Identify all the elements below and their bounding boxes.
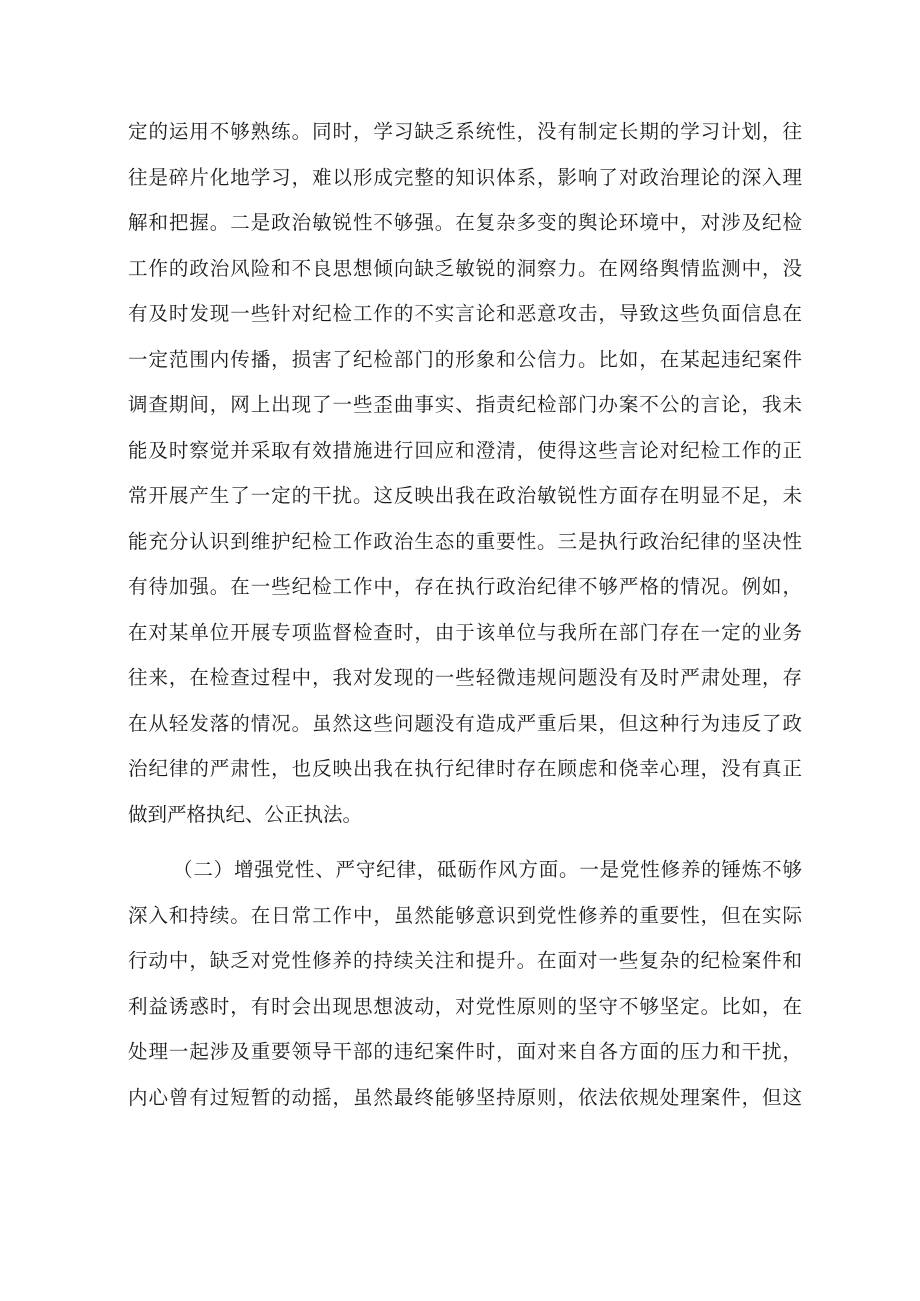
text-line: 利益诱惑时，有时会出现思想波动，对党性原则的坚守不够坚定。比如，在 [128, 994, 802, 1018]
text-line: 解和把握。二是政治敏锐性不够强。在复杂多变的舆论环境中，对涉及纪检 [128, 211, 802, 234]
text-line: 一定范围内传播，损害了纪检部门的形象和公信力。比如，在某起违纪案件 [128, 347, 802, 371]
text-line: 能充分认识到维护纪检工作政治生态的重要性。三是执行政治纪律的坚决性 [128, 529, 802, 553]
text-line: 治纪律的严肃性，也反映出我在执行纪律时存在顾虑和侥幸心理，没有真正 [128, 757, 802, 780]
text-line: 在从轻发落的情况。虽然这些问题没有造成严重后果，但这种行为违反了政 [128, 711, 802, 735]
text-line: 行动中，缺乏对党性修养的持续关注和提升。在面对一些复杂的纪检案件和 [128, 949, 802, 972]
paragraph-2 [0, 847, 920, 1120]
text-line: 在对某单位开展专项监督检查时，由于该单位与我所在部门存在一定的业务 [128, 620, 802, 644]
text-line: 做到严格执纪、公正执法。 [128, 802, 363, 826]
text-line: 常开展产生了一定的干扰。这反映出我在政治敏锐性方面存在明显不足，未 [128, 484, 802, 507]
text-line: （二）增强党性、严守纪律，砥砺作风方面。一是党性修养的锤炼不够 [173, 858, 802, 881]
text-line: 往是碎片化地学习，难以形成完整的知识体系，影响了对政治理论的深入理 [128, 165, 802, 189]
text-line: 能及时察觉并采取有效措施进行回应和澄清，使得这些言论对纪检工作的正 [128, 438, 802, 462]
paragraph-spacing [0, 837, 920, 847]
text-line: 往来，在检查过程中，我对发现的一些轻微违规问题没有及时严肃处理，存 [128, 666, 802, 689]
text-line: 定的运用不够熟练。同时，学习缺乏系统性，没有制定长期的学习计划，往 [128, 120, 802, 143]
paragraph-1 [0, 109, 920, 837]
text-line: 处理一起涉及重要领导干部的违纪案件时，面对来自各方面的压力和干扰， [128, 1040, 802, 1063]
text-line: 调查期间，网上出现了一些歪曲事实、指责纪检部门办案不公的言论，我未 [128, 393, 802, 416]
text-line: 工作的政治风险和不良思想倾向缺乏敏锐的洞察力。在网络舆情监测中，没 [128, 256, 802, 280]
text-line: 深入和持续。在日常工作中，虽然能够意识到党性修养的重要性，但在实际 [128, 903, 802, 927]
text-line: 内心曾有过短暂的动摇，虽然最终能够坚持原则，依法依规处理案件，但这 [128, 1085, 802, 1109]
text-line: 有待加强。在一些纪检工作中，存在执行政治纪律不够严格的情况。例如， [128, 575, 802, 598]
text-line: 有及时发现一些针对纪检工作的不实言论和恶意攻击，导致这些负面信息在 [128, 302, 802, 325]
